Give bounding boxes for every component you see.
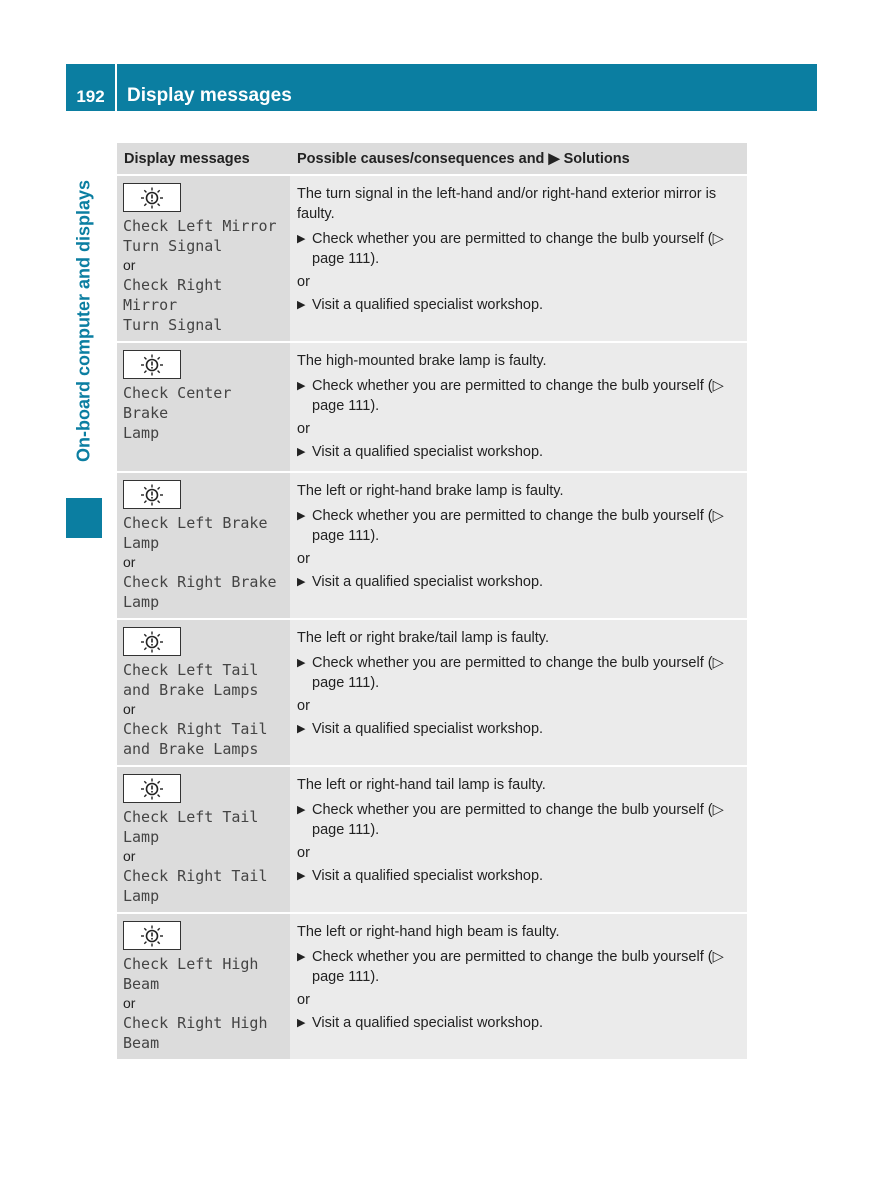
side-tab-marker bbox=[66, 498, 102, 538]
causes-solutions-cell bbox=[290, 342, 747, 472]
solution-step-text: Visit a qualified specialist workshop. bbox=[312, 444, 544, 460]
solution-step bbox=[297, 866, 740, 886]
triangle-right-icon: ▶ bbox=[297, 870, 306, 882]
causes-solutions-cell bbox=[290, 766, 747, 913]
display-message-text-2 bbox=[123, 719, 284, 759]
display-message-cell bbox=[117, 766, 290, 913]
table-row bbox=[117, 619, 747, 766]
message-line: and Brake Lamps bbox=[123, 681, 259, 699]
bulb-failure-warning-icon bbox=[123, 774, 181, 803]
solution-step bbox=[297, 947, 740, 987]
solution-step-text: Visit a qualified specialist workshop. bbox=[312, 868, 544, 884]
bulb-failure-warning-icon bbox=[123, 480, 181, 509]
message-line: Check Left Tail bbox=[123, 661, 259, 679]
cause-text: The left or right brake/tail lamp is faulty. bbox=[297, 630, 549, 646]
triangle-right-icon: ▶ bbox=[297, 723, 306, 735]
triangle-right-icon: ▶ bbox=[297, 657, 306, 669]
or-label: or bbox=[297, 698, 310, 714]
cause-text: The left or right-hand brake lamp is faulty. bbox=[297, 483, 564, 499]
solution-step-text: Check whether you are permitted to change the bulb yourself (▷ page 111). bbox=[312, 802, 724, 838]
or-label: or bbox=[123, 848, 136, 864]
page-header bbox=[66, 64, 817, 111]
or-label: or bbox=[123, 701, 136, 717]
table-row bbox=[117, 472, 747, 619]
side-tab-label: On-board computer and displays bbox=[73, 179, 94, 462]
bulb-failure-warning-icon bbox=[123, 183, 181, 212]
display-message-cell bbox=[117, 619, 290, 766]
triangle-right-icon: ▶ bbox=[297, 380, 306, 392]
solution-step bbox=[297, 572, 740, 592]
solution-step-text: Visit a qualified specialist workshop. bbox=[312, 721, 544, 737]
message-line: Check Left High bbox=[123, 955, 259, 973]
message-line: Check Left Mirror bbox=[123, 217, 277, 235]
or-label: or bbox=[297, 421, 310, 437]
message-line: Lamp bbox=[123, 424, 160, 442]
triangle-right-icon: ▶ bbox=[297, 576, 306, 588]
page-title: Display messages bbox=[127, 85, 292, 106]
solution-step bbox=[297, 506, 740, 546]
table-row bbox=[117, 342, 747, 472]
cause-text: The high-mounted brake lamp is faulty. bbox=[297, 353, 547, 369]
message-line: Lamp bbox=[123, 887, 160, 905]
message-line: Lamp bbox=[123, 593, 160, 611]
cause-text: The turn signal in the left-hand and/or right-hand exterior mirror is faulty. bbox=[297, 186, 717, 222]
display-messages-table bbox=[117, 143, 747, 1061]
triangle-right-icon: ▶ bbox=[297, 804, 306, 816]
solution-step bbox=[297, 229, 740, 269]
display-message-text-1 bbox=[123, 660, 284, 700]
message-line: Check Right Mirror bbox=[123, 276, 223, 314]
page-number: 192 bbox=[66, 64, 117, 111]
display-message-cell bbox=[117, 342, 290, 472]
display-message-cell bbox=[117, 913, 290, 1060]
or-label: or bbox=[297, 992, 310, 1008]
solution-step-text: Visit a qualified specialist workshop. bbox=[312, 297, 544, 313]
solution-step bbox=[297, 442, 740, 462]
side-tab bbox=[66, 143, 102, 538]
causes-solutions-cell bbox=[290, 175, 747, 342]
display-message-text-2 bbox=[123, 275, 284, 335]
message-line: Check Right Tail bbox=[123, 720, 268, 738]
display-message-text-1 bbox=[123, 383, 284, 443]
bulb-failure-warning-icon bbox=[123, 627, 181, 656]
table-row bbox=[117, 766, 747, 913]
message-line: Check Left Brake bbox=[123, 514, 268, 532]
solution-step-text: Visit a qualified specialist workshop. bbox=[312, 1015, 544, 1031]
causes-solutions-cell bbox=[290, 619, 747, 766]
solution-step-text: Check whether you are permitted to change the bulb yourself (▷ page 111). bbox=[312, 231, 724, 267]
table-header-row bbox=[117, 143, 747, 175]
triangle-right-icon: ▶ bbox=[297, 446, 306, 458]
solution-step bbox=[297, 800, 740, 840]
or-label: or bbox=[123, 995, 136, 1011]
col-header-display-messages: Display messages bbox=[117, 143, 290, 175]
causes-solutions-cell bbox=[290, 472, 747, 619]
message-line: Beam bbox=[123, 975, 160, 993]
solution-step-text: Visit a qualified specialist workshop. bbox=[312, 574, 544, 590]
display-message-text-2 bbox=[123, 866, 284, 906]
col-header-causes-solutions: Possible causes/consequences and ▶ Solutions bbox=[290, 143, 747, 175]
or-label: or bbox=[297, 845, 310, 861]
solution-step bbox=[297, 376, 740, 416]
message-line: Check Right Brake bbox=[123, 573, 277, 591]
triangle-right-icon: ▶ bbox=[297, 299, 306, 311]
display-message-cell bbox=[117, 472, 290, 619]
solution-step bbox=[297, 653, 740, 693]
message-line: Beam bbox=[123, 1034, 160, 1052]
message-line: Turn Signal bbox=[123, 237, 223, 255]
triangle-right-icon: ▶ bbox=[297, 951, 306, 963]
display-message-text-1 bbox=[123, 954, 284, 994]
solution-step-text: Check whether you are permitted to change the bulb yourself (▷ page 111). bbox=[312, 378, 724, 414]
display-message-text-2 bbox=[123, 1013, 284, 1053]
message-line: Lamp bbox=[123, 534, 160, 552]
display-message-text-2 bbox=[123, 572, 284, 612]
cause-text: The left or right-hand high beam is faulty. bbox=[297, 924, 560, 940]
causes-solutions-cell bbox=[290, 913, 747, 1060]
table-row bbox=[117, 175, 747, 342]
solution-step bbox=[297, 295, 740, 315]
triangle-right-icon: ▶ bbox=[297, 233, 306, 245]
message-line: Check Left Tail bbox=[123, 808, 259, 826]
or-label: or bbox=[297, 274, 310, 290]
solution-step bbox=[297, 719, 740, 739]
bulb-failure-warning-icon bbox=[123, 350, 181, 379]
display-message-text-1 bbox=[123, 216, 284, 256]
display-message-text-1 bbox=[123, 513, 284, 553]
solution-step bbox=[297, 1013, 740, 1033]
display-message-cell bbox=[117, 175, 290, 342]
display-message-text-1 bbox=[123, 807, 284, 847]
or-label: or bbox=[297, 551, 310, 567]
or-label: or bbox=[123, 257, 136, 273]
bulb-failure-warning-icon bbox=[123, 921, 181, 950]
solution-step-text: Check whether you are permitted to change the bulb yourself (▷ page 111). bbox=[312, 655, 724, 691]
message-line: and Brake Lamps bbox=[123, 740, 259, 758]
message-line: Check Right High bbox=[123, 1014, 268, 1032]
solution-step-text: Check whether you are permitted to change the bulb yourself (▷ page 111). bbox=[312, 949, 724, 985]
message-line: Check Right Tail bbox=[123, 867, 268, 885]
or-label: or bbox=[123, 554, 136, 570]
message-line: Turn Signal bbox=[123, 316, 223, 334]
message-line: Check Center Brake bbox=[123, 384, 232, 422]
triangle-right-icon: ▶ bbox=[297, 1017, 306, 1029]
triangle-right-icon: ▶ bbox=[297, 510, 306, 522]
message-line: Lamp bbox=[123, 828, 160, 846]
table-row bbox=[117, 913, 747, 1060]
solution-step-text: Check whether you are permitted to change the bulb yourself (▷ page 111). bbox=[312, 508, 724, 544]
cause-text: The left or right-hand tail lamp is faulty. bbox=[297, 777, 546, 793]
